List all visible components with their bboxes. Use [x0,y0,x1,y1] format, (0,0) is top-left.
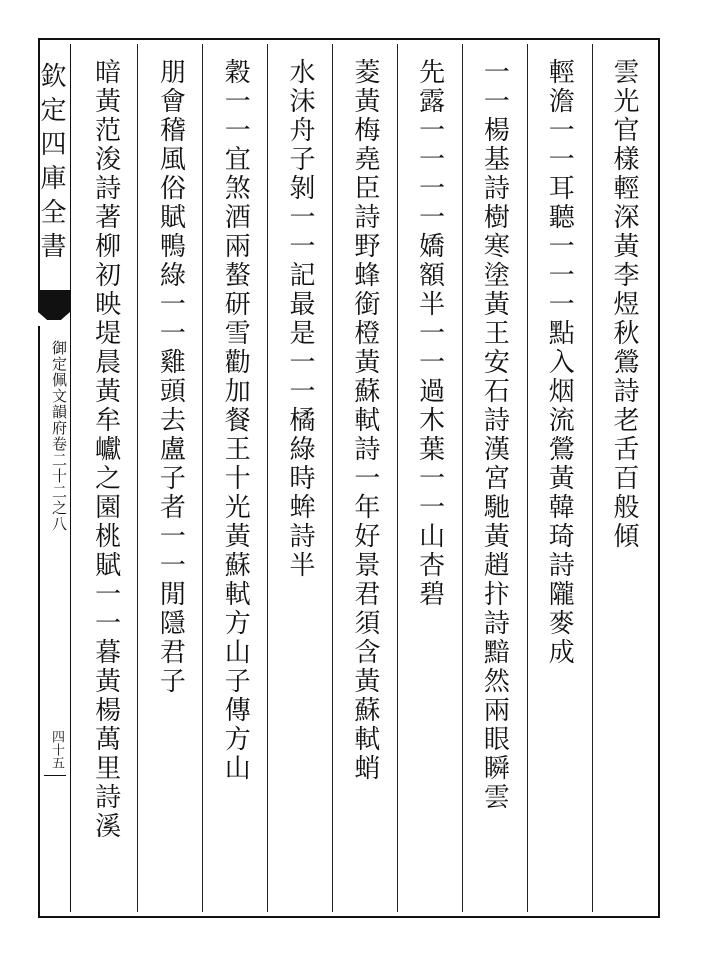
page-number: 四十五 [44,730,66,776]
text-column: 菱黃梅堯臣詩野蜂銜橙黃蘇軾詩一年好景君須含黃蘇軾蛸 [349,58,380,783]
text-column: 輕澹一一耳聽一一一點入烟流鶯黃韓琦詩隴麥成 [544,58,575,667]
text-column: 雲光官樣輕深黃李煜秋鶯詩老舌百般傾 [609,58,639,551]
text-column: 穀一一宜煞酒兩螯研雪勸加餐王十光黃蘇軾方山子傳方山 [220,58,251,783]
text-column: 一一楊基詩樹寒塗黃王安石詩漢宮馳黃趙抃詩黯然兩眼瞬雲 [479,58,510,812]
book-title: 欽定四庫全書 [36,62,66,266]
text-columns [72,44,656,912]
fishtail-mark [38,290,70,320]
text-column: 水沫舟子剝一一記最是一一橘綠時蛑詩半 [285,58,316,580]
text-column: 朋會稽風俗賦鴨綠一一雞頭去盧子者一一閒隱君子 [155,58,186,696]
text-column: 先露一一一一嬌額半一一過木葉一一山杏碧 [414,58,445,609]
volume-label: 御定佩文韻府卷二十二之八 [50,340,68,532]
text-column: 暗黃范浚詩著柳初映堤晨黃牟巘之園桃賦一一暮黃楊萬里詩溪 [90,58,121,841]
